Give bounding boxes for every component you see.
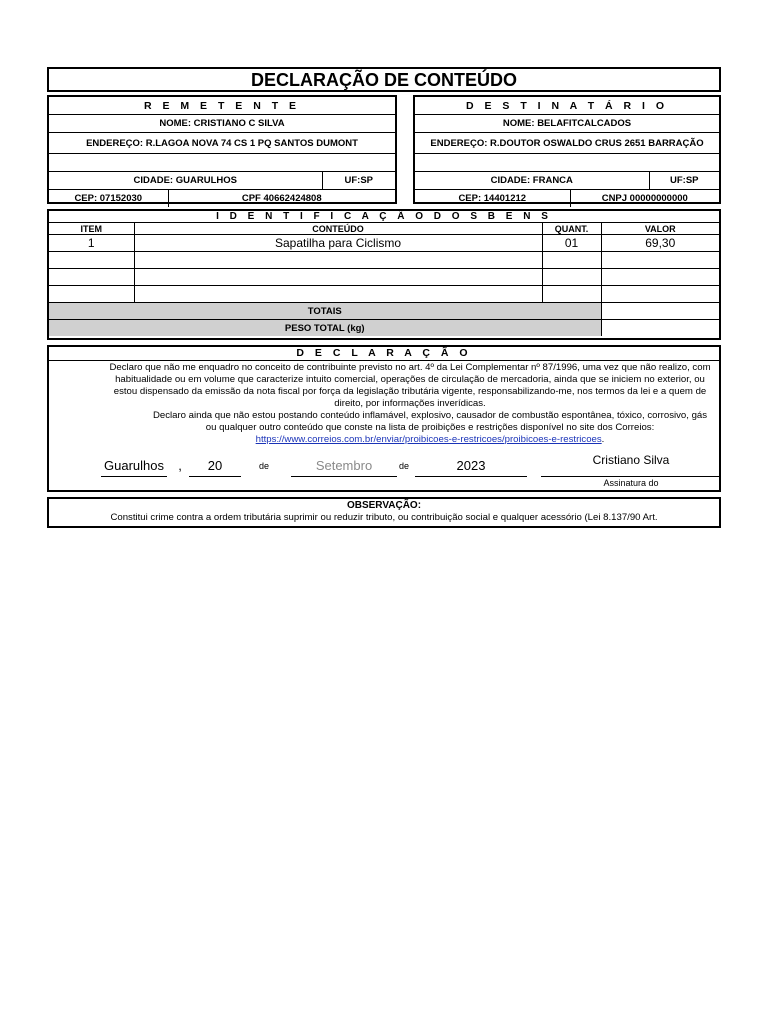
bens-section: [47, 209, 721, 340]
remetente-table: [49, 97, 395, 207]
declaracao-heading: D E C L A R A Ç Ã O: [49, 347, 719, 361]
destinatario-heading: D E S T I N A T Á R I O: [415, 97, 719, 115]
declaracao-p2-end: .: [601, 434, 605, 445]
declaracao-text: [49, 361, 719, 446]
table-row: [49, 269, 719, 286]
destinatario-cidade: CIDADE: FRANCA: [415, 172, 649, 190]
table-row: [49, 235, 719, 252]
totais-label: TOTAIS: [49, 303, 601, 320]
remetente-endereco-extra: [49, 154, 395, 172]
peso-total-value: [601, 320, 719, 337]
assinatura-line: [541, 476, 721, 477]
correios-link[interactable]: https://www.correios.com.br/enviar/proibicoes-e-restricoes/proibicoes-e-restricoes: [255, 434, 602, 445]
data-dia: 20: [207, 458, 223, 473]
observacao-text: Constitui crime contra a ordem tributária suprimir ou reduzir tributo, ou contribuição social e qualquer acessório (Lei 8.137/90 Art.: [110, 512, 658, 523]
destinatario-table: [415, 97, 719, 207]
bens-heading: I D E N T I F I C A Ç Ã O D O S B E N S: [49, 211, 719, 223]
observacao-heading: OBSERVAÇÃO:: [346, 500, 422, 511]
bens-table: [49, 211, 719, 336]
declaracao-paragraph-1: Declaro que não me enquadro no conceito de contribuinte previsto no art. 4º da Lei Complementar nº 87/1996, uma vez que não realizo, com habitualidade ou em volume que caracterize intuito comercial, operações de circulação de mercadoria, ainda que se iniciem no exterior, ou estou dispensado da emissão da nota fiscal por força da legislação tributária vigente, responsabilizando-me, nos termos da lei e a quem de direito, por informações inverídicas.: [109, 362, 711, 409]
table-row: [49, 252, 719, 269]
quant-cell: 01: [542, 235, 601, 252]
remetente-uf: UF:SP: [322, 172, 395, 190]
remetente-heading: R E M E T E N T E: [49, 97, 395, 115]
document-title: DECLARAÇÃO DE CONTEÚDO: [250, 70, 517, 90]
local-comma: ,: [178, 458, 182, 473]
col-conteudo-header: CONTEÚDO: [134, 223, 542, 235]
destinatario-nome: NOME: BELAFITCALCADOS: [415, 115, 719, 133]
destinatario-endereco-extra: [415, 154, 719, 172]
totais-value: [601, 303, 719, 320]
assinatura-label: Assinatura do: [603, 478, 659, 488]
conteudo-cell: Sapatilha para Ciclismo: [134, 235, 542, 252]
data-mes: Setembro: [315, 458, 373, 473]
remetente-section: [47, 95, 397, 204]
remetente-cidade: CIDADE: GUARULHOS: [49, 172, 322, 190]
document-title-box: [47, 67, 721, 92]
destinatario-section: [413, 95, 721, 204]
data-dia-line: [189, 476, 241, 477]
data-ano-line: [415, 476, 527, 477]
destinatario-cep: CEP: 14401212: [415, 190, 570, 208]
data-de-1: de: [259, 461, 270, 471]
col-valor-header: VALOR: [601, 223, 719, 235]
remetente-nome: NOME: CRISTIANO C SILVA: [49, 115, 395, 133]
data-ano: 2023: [456, 458, 486, 473]
assinatura-nome: Cristiano Silva: [592, 453, 670, 467]
remetente-cep: CEP: 07152030: [49, 190, 168, 208]
col-quant-header: QUANT.: [542, 223, 601, 235]
valor-cell: 69,30: [601, 235, 719, 252]
col-item-header: ITEM: [49, 223, 134, 235]
peso-total-label: PESO TOTAL (kg): [49, 320, 601, 337]
remetente-cpf: CPF 40662424808: [168, 190, 395, 208]
destinatario-cnpj: CNPJ 00000000000: [570, 190, 719, 208]
observacao-section: [47, 497, 721, 528]
declaracao-paragraph-2: [107, 410, 713, 446]
data-mes-line: [291, 476, 397, 477]
declaracao-p2-text: Declaro ainda que não estou postando conteúdo inflamável, explosivo, causador de combustão espontânea, tóxico, corrosivo, gás ou qualquer outro conteúdo que conste na lista de proibições e restrições disponível no site dos Correios:: [152, 410, 708, 433]
local-cidade: Guarulhos: [104, 458, 164, 473]
remetente-endereco: ENDEREÇO: R.LAGOA NOVA 74 CS 1 PQ SANTOS DUMONT: [49, 133, 395, 154]
local-cidade-line: [101, 476, 167, 477]
item-cell: 1: [49, 235, 134, 252]
declaracao-section: [47, 345, 721, 492]
destinatario-uf: UF:SP: [649, 172, 719, 190]
destinatario-endereco: ENDEREÇO: R.DOUTOR OSWALDO CRUS 2651 BARRAÇÃO: [415, 133, 719, 154]
data-de-2: de: [399, 461, 410, 471]
table-row: [49, 286, 719, 303]
